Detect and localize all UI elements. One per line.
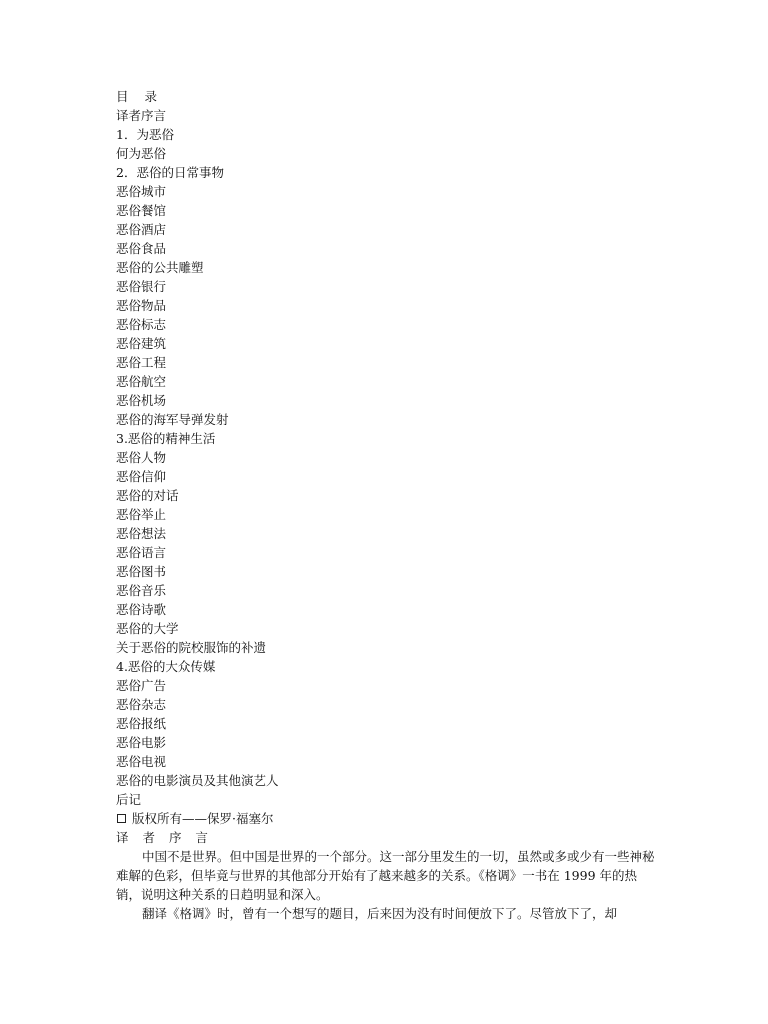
- toc-item: 恶俗语言: [116, 545, 167, 560]
- toc-item: 恶俗广告: [116, 678, 167, 693]
- toc-list: [116, 106, 676, 809]
- toc-item: 恶俗的大学: [116, 621, 179, 636]
- toc-item: 恶俗音乐: [116, 583, 167, 598]
- toc-item: 恶俗的公共雕塑: [116, 260, 204, 275]
- toc-item: 恶俗举止: [116, 507, 167, 522]
- toc-item: 恶俗银行: [116, 279, 167, 294]
- toc-item: 恶俗建筑: [116, 336, 167, 351]
- toc-item: 恶俗图书: [116, 564, 167, 579]
- toc-item: 恶俗的海军导弹发射: [116, 412, 229, 427]
- toc-item: 恶俗城市: [116, 184, 167, 199]
- toc-item: 恶俗机场: [116, 393, 167, 408]
- toc-item: 恶俗餐馆: [116, 203, 167, 218]
- toc-item: 4.恶俗的大众传媒: [116, 659, 216, 674]
- toc-item: 恶俗报纸: [116, 716, 167, 731]
- table-of-contents: [116, 87, 676, 923]
- toc-title: 目 录: [116, 89, 163, 104]
- copyright-text: 版权所有——保罗·福塞尔: [132, 811, 274, 826]
- toc-item: 恶俗诗歌: [116, 602, 167, 617]
- toc-item: 恶俗的电影演员及其他演艺人: [116, 773, 279, 788]
- toc-item: 恶俗的对话: [116, 488, 179, 503]
- toc-item: 恶俗酒店: [116, 222, 167, 237]
- toc-item: 译者序言: [116, 108, 167, 123]
- toc-item: 后记: [116, 792, 142, 807]
- copyright-line: [116, 809, 676, 828]
- toc-item: 恶俗航空: [116, 374, 167, 389]
- preface-heading: 译 者 序 言: [116, 830, 213, 845]
- toc-item: 恶俗人物: [116, 450, 167, 465]
- checkbox-square-icon: [117, 814, 126, 823]
- toc-item: 恶俗食品: [116, 241, 167, 256]
- toc-item: 恶俗杂志: [116, 697, 167, 712]
- toc-item: 2．恶俗的日常事物: [116, 165, 224, 180]
- preface-paragraph: 中国不是世界。但中国是世界的一个部分。这一部分里发生的一切，虽然或多或少有一些神秘难解的色彩，但毕竟与世界的其他部分开始有了越来越多的关系。《格调》一书在 1999 年的热销，说明这种关系的日趋明显和深入。: [116, 849, 655, 902]
- toc-item: 3.恶俗的精神生活: [116, 431, 216, 446]
- toc-item: 关于恶俗的院校服饰的补遗: [116, 640, 267, 655]
- toc-item: 恶俗标志: [116, 317, 167, 332]
- toc-item: 恶俗电视: [116, 754, 167, 769]
- toc-item: 1．为恶俗: [116, 127, 174, 142]
- preface-paragraph: 翻译《格调》时，曾有一个想写的题目，后来因为没有时间便放下了。尽管放下了，却: [142, 906, 618, 921]
- toc-item: 恶俗电影: [116, 735, 167, 750]
- toc-item: 恶俗物品: [116, 298, 167, 313]
- preface-body: [116, 847, 676, 923]
- toc-item: 恶俗工程: [116, 355, 167, 370]
- toc-item: 恶俗想法: [116, 526, 167, 541]
- toc-item: 何为恶俗: [116, 146, 167, 161]
- toc-item: 恶俗信仰: [116, 469, 167, 484]
